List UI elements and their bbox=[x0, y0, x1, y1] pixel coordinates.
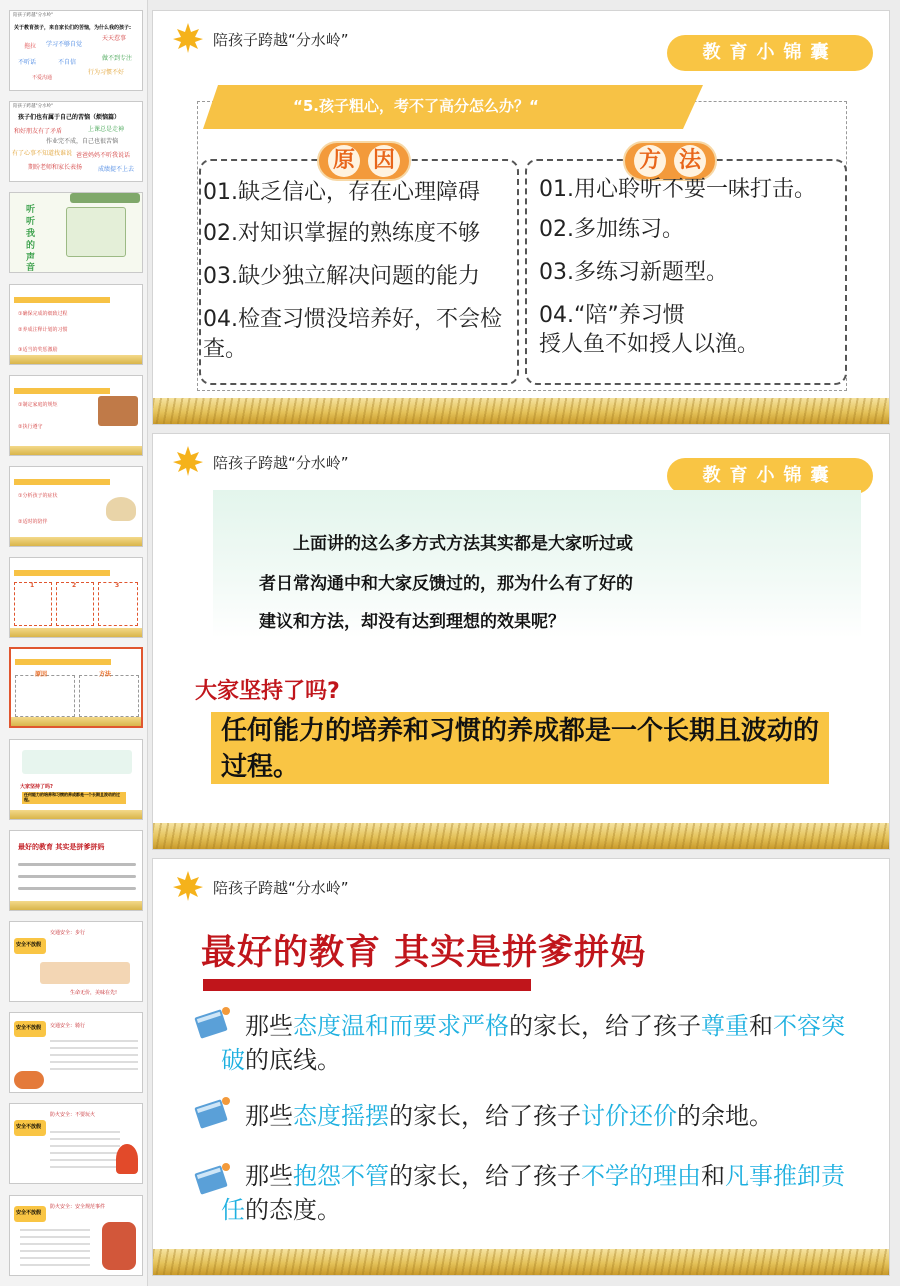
thumb-field bbox=[10, 537, 142, 546]
paragraph-line: 者日常沟通中和大家反馈过的，那为什么有了好的 bbox=[259, 574, 633, 594]
thumb-ribbon bbox=[14, 570, 110, 576]
bullet-highlight: 尊重 bbox=[701, 1012, 749, 1040]
bullet-text: 的家长，给了孩子 bbox=[389, 1162, 581, 1190]
thumb-ribbon bbox=[15, 659, 111, 665]
fire-image bbox=[116, 1144, 138, 1174]
slide-best-education bbox=[152, 858, 890, 1276]
thumb-header: 陪孩子跨越"分水岭" bbox=[13, 13, 54, 18]
slide-thumbnail-4[interactable] bbox=[9, 284, 143, 365]
slide-title: 陪孩子跨越“分水岭” bbox=[213, 454, 349, 472]
bullet-text: 的余地。 bbox=[677, 1102, 773, 1130]
bullet-highlight: 凡事推卸责任 bbox=[221, 1162, 845, 1224]
method-label-char: 法 bbox=[674, 145, 706, 177]
thumb-text: 不爱沟通 bbox=[32, 75, 53, 81]
firefighter-image bbox=[102, 1222, 136, 1270]
slide-title: 陪孩子跨越“分水岭” bbox=[213, 31, 349, 49]
thumb-text: 拖拉 bbox=[24, 43, 37, 50]
thumb-field bbox=[10, 628, 142, 637]
thumb-text: 安全不放假 bbox=[16, 1124, 42, 1130]
thumb-text: 做不到专注 bbox=[102, 55, 133, 62]
thumb-text: 任何能力的培养和习惯的养成都是一个长期且波动的过程。 bbox=[24, 792, 120, 802]
wheat-field-strip bbox=[153, 398, 889, 424]
thumb-text: 交通安全：步行 bbox=[50, 930, 86, 936]
slide-thumbnail-7[interactable] bbox=[9, 557, 143, 638]
thumb-text: 1 bbox=[30, 582, 35, 589]
maple-leaf-icon bbox=[171, 444, 205, 478]
bullet-highlight: 抱怨不管 bbox=[293, 1162, 389, 1190]
thumb-text: 声 bbox=[26, 253, 36, 263]
slide-thumbnail-6[interactable] bbox=[9, 466, 143, 547]
slide-thumbnail-9[interactable] bbox=[9, 739, 143, 820]
thumb-text: 3 bbox=[115, 582, 120, 589]
conclusion-text: 任何能力的培养和习惯的养成都是一个长期且波动的过程。 bbox=[221, 716, 820, 782]
crossing-image bbox=[40, 962, 130, 984]
thumb-text: 的 bbox=[26, 241, 36, 251]
slide-thumbnail-3[interactable] bbox=[9, 192, 143, 273]
thumb-text: 学习不够自觉 bbox=[46, 41, 83, 48]
thumb-lines bbox=[20, 1224, 90, 1268]
persist-question: 大家坚持了吗? bbox=[195, 679, 340, 704]
headline: 最好的教育 其实是拼爹拼妈 bbox=[201, 933, 647, 973]
bullet-highlight: 不容突破 bbox=[221, 1012, 845, 1074]
wheat-field-strip bbox=[153, 1249, 889, 1275]
thumb-ribbon bbox=[14, 297, 110, 303]
thumb-text: 有了心事不知道找谁说 bbox=[12, 150, 73, 157]
bullet-text: 和 bbox=[749, 1012, 773, 1040]
bullet-highlight: 不学的理由 bbox=[581, 1162, 701, 1190]
family-image bbox=[98, 396, 138, 426]
bullet-text: 和 bbox=[701, 1162, 725, 1190]
method-label-char: 方 bbox=[634, 145, 666, 177]
thumb-text: 生命无价，美味在先! bbox=[70, 990, 118, 996]
thumb-text: 音 bbox=[26, 263, 36, 273]
bullet-item-2 bbox=[221, 1099, 861, 1133]
thumb-text: 最好的教育 其实是拼爹拼妈 bbox=[18, 843, 105, 851]
thumb-text: ②适时的陪伴 bbox=[18, 519, 48, 525]
slide-thumbnail-8-active[interactable] bbox=[9, 647, 143, 728]
bullet-text: 的态度。 bbox=[245, 1196, 341, 1224]
reason-item: 04.检查习惯没培养好，不会检查。 bbox=[203, 307, 502, 362]
bullet-highlight: 讨价还价 bbox=[581, 1102, 677, 1130]
bullet-item-1 bbox=[221, 1009, 861, 1077]
thumb-text: 安全不放假 bbox=[16, 1210, 42, 1216]
thumb-text: 听 bbox=[26, 205, 36, 215]
question-text: “5.孩子粗心，考不了高分怎么办？“ bbox=[293, 97, 539, 115]
thumb-text: 不听话 bbox=[18, 59, 37, 66]
method-item: 02.多加练习。 bbox=[539, 217, 684, 242]
thumb-text: 大家坚持了吗? bbox=[20, 784, 53, 790]
bicycle-image bbox=[14, 1071, 44, 1089]
slide-title: 陪孩子跨越“分水岭” bbox=[213, 879, 349, 897]
thumb-field bbox=[10, 810, 142, 819]
bullet-text: 那些 bbox=[245, 1102, 293, 1130]
thumb-text: ③适当的奖惩激励 bbox=[18, 347, 58, 353]
thumb-box bbox=[15, 675, 75, 717]
thumb-text: 天天惹事 bbox=[102, 35, 127, 42]
tips-badge: 教育小锦囊 bbox=[667, 35, 873, 71]
thumb-text: 防火安全：安全规范事件 bbox=[50, 1204, 106, 1210]
slide-thumbnail-10[interactable] bbox=[9, 830, 143, 911]
bullet-item-3 bbox=[221, 1159, 861, 1227]
thumb-text: 行为习惯不好 bbox=[88, 69, 125, 76]
slide-thumbnail-5[interactable] bbox=[9, 375, 143, 456]
thumb-text: 我 bbox=[26, 229, 36, 239]
maple-leaf-icon bbox=[171, 21, 205, 55]
thumb-text: ②执行遵守 bbox=[18, 424, 43, 430]
thumb-ribbon bbox=[14, 479, 110, 485]
thumb-text: 期盼老师和家长表扬 bbox=[28, 164, 83, 171]
reason-item: 03.缺少独立解决问题的能力 bbox=[203, 264, 480, 289]
thumb-text: 孩子们也有属于自己的苦恼（烦恼篇） bbox=[18, 114, 121, 121]
bullet-text: 那些 bbox=[245, 1012, 293, 1040]
thumb-field bbox=[10, 446, 142, 455]
thumb-header: 陪孩子跨越"分水岭" bbox=[13, 104, 54, 109]
thumb-text: 2 bbox=[72, 582, 77, 589]
thumb-text: 防火安全：不要玩火 bbox=[50, 1112, 96, 1118]
thumb-text: 原因 bbox=[35, 671, 48, 678]
leaves-image bbox=[70, 193, 140, 203]
thumb-text: 关于教育孩子，来自家长们的苦恼，为什么我的孩子: bbox=[14, 25, 132, 31]
wheat-field-strip bbox=[153, 823, 889, 849]
bullet-highlight: 态度温和而要求严格 bbox=[293, 1012, 509, 1040]
bullet-text: 的底线。 bbox=[245, 1046, 341, 1074]
reason-label-char: 原 bbox=[328, 145, 360, 177]
thumb-text: 不自信 bbox=[58, 59, 77, 66]
method-item: 03.多练习新题型。 bbox=[539, 260, 728, 285]
thumb-text: 方法 bbox=[99, 671, 112, 678]
slide-thumbnail-1[interactable] bbox=[9, 10, 143, 91]
reason-item: 02.对知识掌握的熟练度不够 bbox=[203, 221, 480, 246]
form-image bbox=[66, 207, 126, 257]
headline-underline bbox=[203, 979, 531, 991]
thumb-text: 听 bbox=[26, 217, 36, 227]
thumb-lines bbox=[50, 1126, 120, 1170]
paragraph-line: 建议和方法，却没有达到理想的效果呢？ bbox=[259, 612, 565, 632]
tips-badge: 教育小锦囊 bbox=[667, 458, 873, 494]
paragraph-line: 上面讲的这么多方式方法其实都是大家听过或 bbox=[293, 534, 633, 554]
slide-thumbnail-11[interactable] bbox=[9, 921, 143, 1002]
thumb-ribbon bbox=[14, 388, 110, 394]
thumb-lines bbox=[50, 1035, 138, 1075]
slide-thumbnail-2[interactable] bbox=[9, 101, 143, 182]
thumb-text: 作业完不成，自己也很苦恼 bbox=[46, 138, 119, 145]
thumb-text: ②养成注释计划的习惯 bbox=[18, 327, 68, 333]
thumb-line bbox=[18, 863, 136, 866]
maple-leaf-icon bbox=[171, 869, 205, 903]
thumb-text: 安全不放假 bbox=[16, 1025, 42, 1031]
method-item: 01.用心聆听不要一味打击。 bbox=[539, 177, 816, 202]
thumb-text: ①分析孩子的症状 bbox=[18, 493, 58, 499]
thumb-text: ①制定家庭的规矩 bbox=[18, 402, 58, 408]
bullet-text: 的家长，给了孩子 bbox=[509, 1012, 701, 1040]
thumb-text: 交通安全：骑行 bbox=[50, 1023, 86, 1029]
thumb-text: 成绩提不上去 bbox=[98, 166, 135, 173]
thumb-line bbox=[18, 887, 136, 890]
thumb-text: 安全不放假 bbox=[16, 942, 42, 948]
mushroom-image bbox=[106, 497, 136, 521]
reason-item: 01.缺乏信心，存在心理障碍 bbox=[203, 180, 480, 205]
thumb-text: 爸爸妈妈不听我说话 bbox=[76, 152, 131, 159]
reason-label-char: 因 bbox=[368, 145, 400, 177]
bullet-text: 的家长，给了孩子 bbox=[389, 1102, 581, 1130]
thumb-panel bbox=[22, 750, 132, 774]
slide-thumbnail-12[interactable] bbox=[9, 1012, 143, 1093]
bullet-highlight: 态度摇摆 bbox=[293, 1102, 389, 1130]
slide-thumbnail-13[interactable] bbox=[9, 1103, 143, 1184]
slide-persistence bbox=[152, 433, 890, 850]
thumb-text: 和好朋友有了矛盾 bbox=[14, 128, 63, 135]
thumb-text: 上课总是走神 bbox=[88, 126, 125, 133]
method-item: 04.“陪”养习惯 bbox=[539, 303, 685, 328]
thumb-field bbox=[11, 717, 141, 726]
thumb-box bbox=[79, 675, 139, 717]
slide-reason-method bbox=[152, 10, 890, 425]
slide-thumbnail-14[interactable] bbox=[9, 1195, 143, 1276]
method-item: 授人鱼不如授人以渔。 bbox=[539, 332, 760, 357]
bullet-text: 那些 bbox=[245, 1162, 293, 1190]
thumb-field bbox=[10, 355, 142, 364]
thumb-line bbox=[18, 875, 136, 878]
slide-thumbnail-panel bbox=[0, 0, 148, 1286]
thumb-field bbox=[10, 901, 142, 910]
thumb-text: ①确保完成的细致过程 bbox=[18, 311, 68, 317]
reason-label bbox=[317, 141, 411, 181]
